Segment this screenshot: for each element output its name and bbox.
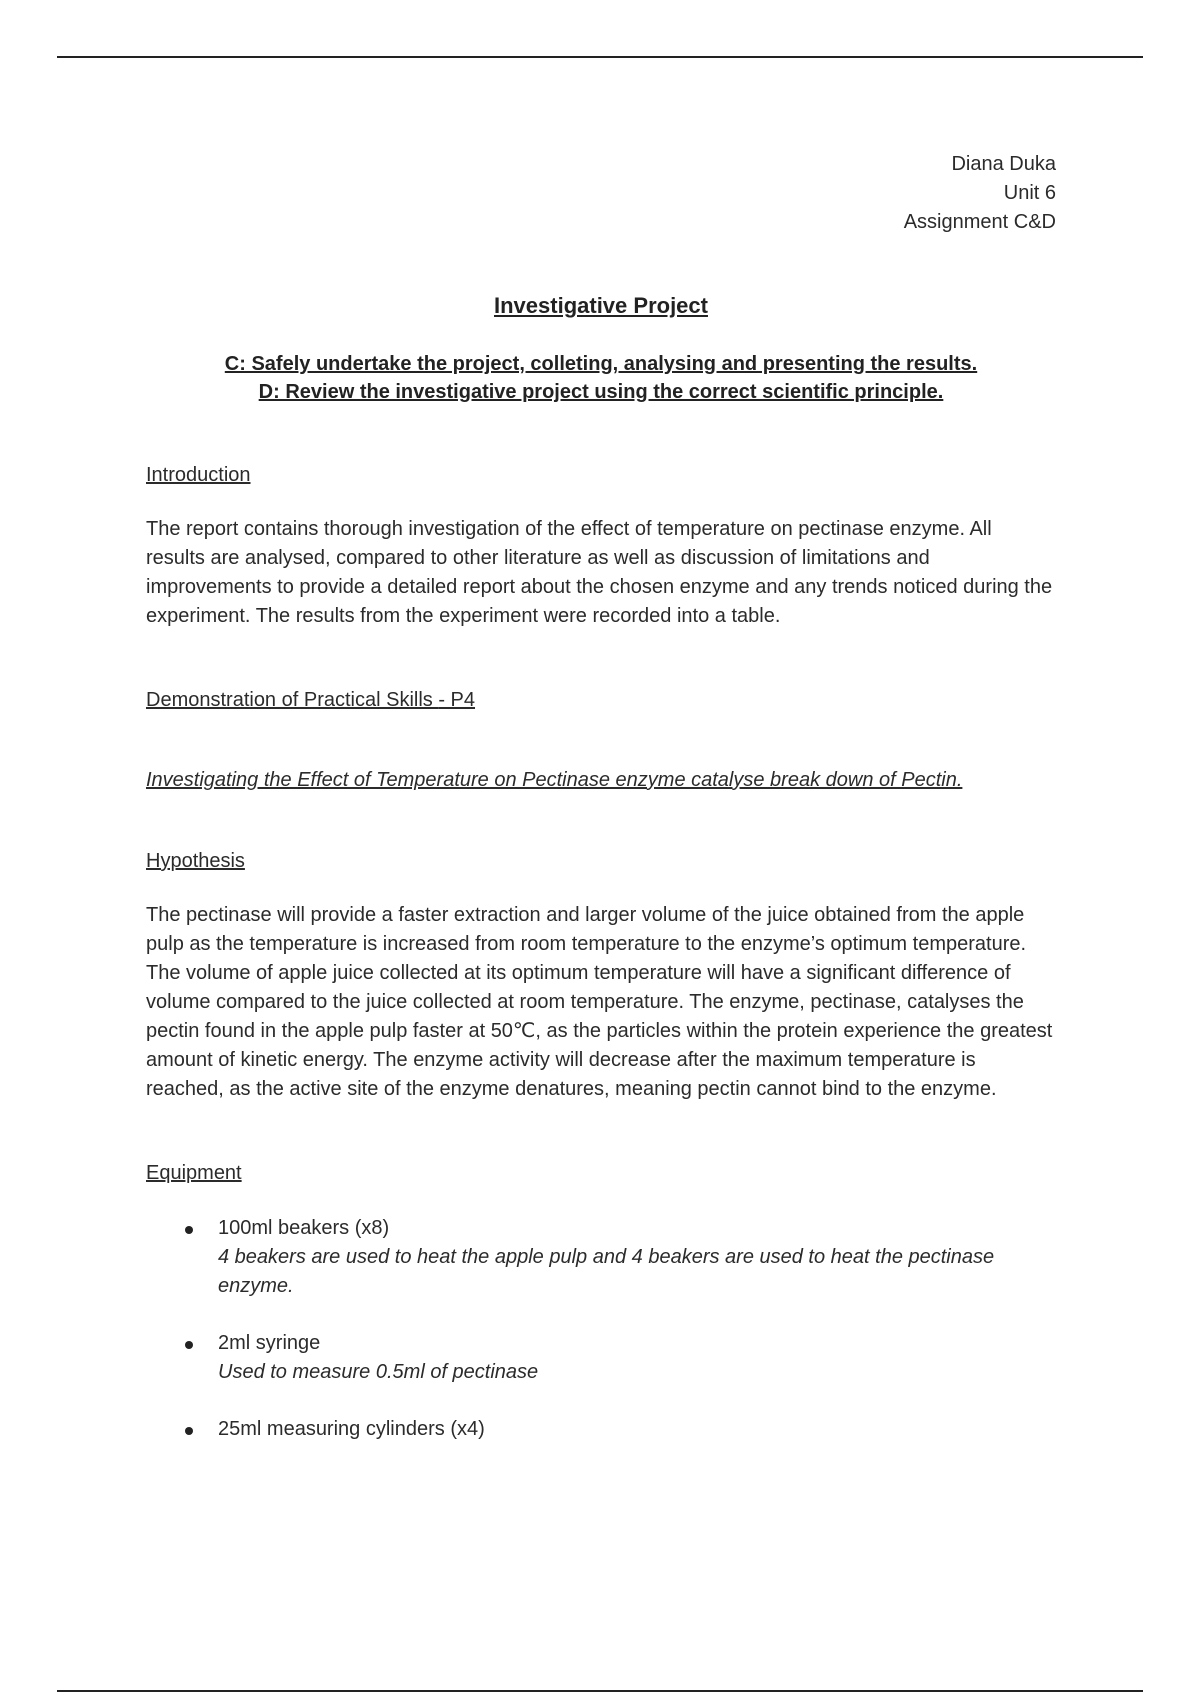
- equipment-list: [146, 1214, 1056, 1444]
- hypothesis-section: [146, 850, 1056, 1104]
- introduction-text: The report contains thorough investigation of the effect of temperature on pectinase enzyme. All results are analysed, compared to other literature as well as discussion of limitations and improvements to provide a detailed report about the chosen enzyme and any trends noticed during the experiment. The results from the experiment were recorded into a table.: [146, 518, 1053, 627]
- author-name: Diana Duka: [951, 153, 1056, 175]
- bullet-icon: [185, 1341, 193, 1349]
- practical-subtitle: Investigating the Effect of Temperature on Pectinase enzyme catalyse break down of Pectin.: [146, 769, 963, 791]
- equipment-name: 25ml measuring cylinders (x4): [218, 1418, 485, 1440]
- practical-heading: [146, 689, 1056, 712]
- practical-section: [146, 689, 1056, 792]
- unit-label: Unit 6: [1003, 182, 1056, 204]
- list-item: [146, 1415, 1056, 1444]
- list-item: [146, 1214, 1056, 1301]
- equipment-section: [146, 1162, 1056, 1444]
- author-block: [146, 150, 1056, 237]
- practical-heading-code: - P4: [438, 689, 476, 711]
- introduction-section: [146, 464, 1056, 631]
- criteria-d: D: Review the investigative project using the correct scientific principle.: [258, 381, 944, 403]
- criteria-c: C: Safely undertake the project, colleting, analysing and presenting the results.: [224, 353, 978, 375]
- document-page: [146, 150, 1056, 1444]
- equipment-note: 4 beakers are used to heat the apple pulp and 4 beakers are used to heat the pectinase enzyme.: [218, 1246, 995, 1297]
- document-title: Investigative Project: [494, 293, 708, 318]
- equipment-name: 2ml syringe: [218, 1332, 321, 1354]
- equipment-name: 100ml beakers (x8): [218, 1217, 390, 1239]
- practical-heading-label: Demonstration of Practical Skills: [146, 689, 439, 711]
- bottom-rule: [57, 1690, 1143, 1692]
- criteria-block: [146, 350, 1056, 406]
- equipment-heading: Equipment: [146, 1162, 242, 1184]
- hypothesis-heading: Hypothesis: [146, 850, 245, 872]
- equipment-note: Used to measure 0.5ml of pectinase: [218, 1361, 539, 1383]
- assignment-label: Assignment C&D: [903, 211, 1056, 233]
- top-rule: [57, 56, 1143, 58]
- bullet-icon: [185, 1427, 193, 1435]
- introduction-heading: Introduction: [146, 464, 251, 486]
- list-item: [146, 1329, 1056, 1387]
- bullet-icon: [185, 1226, 193, 1234]
- hypothesis-text: The pectinase will provide a faster extraction and larger volume of the juice obtained from the apple pulp as the temperature is increased from room temperature to the enzyme’s optimum temperature. The volume of apple juice collected at its optimum temperature will have a significant difference of volume compared to the juice collected at room temperature. The enzyme, pectinase, catalyses the pectin found in the apple pulp faster at 50℃, as the particles within the protein experience the greatest amount of kinetic energy. The enzyme activity will decrease after the maximum temperature is reached, as the active site of the enzyme denatures, meaning pectin cannot bind to the enzyme.: [146, 904, 1053, 1100]
